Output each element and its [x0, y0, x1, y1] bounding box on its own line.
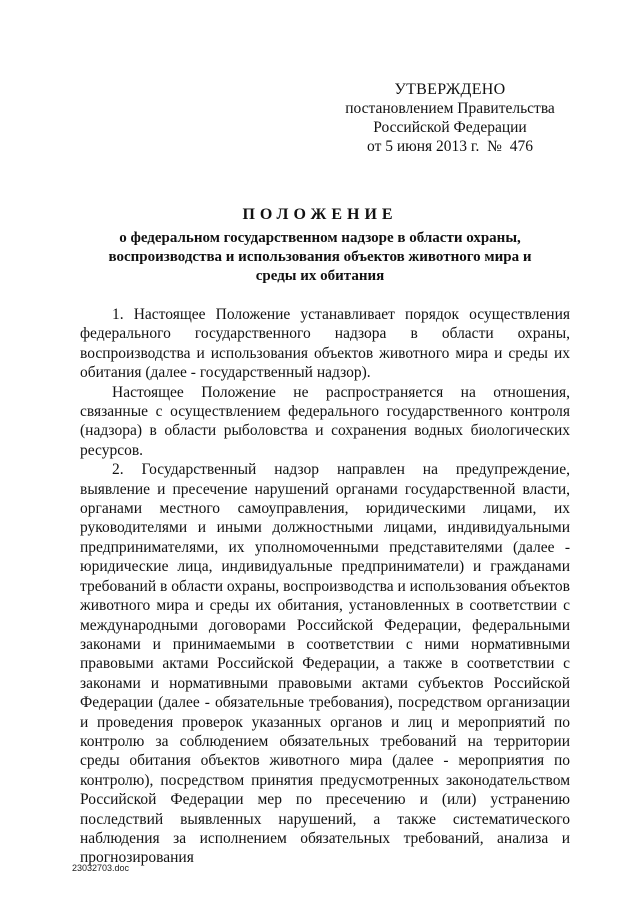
document-body	[80, 305, 570, 868]
footer-filename: 23032703.doc	[72, 863, 130, 873]
approval-line-1: постановлением Правительства	[345, 100, 555, 117]
subtitle-line-3: среды их обитания	[255, 268, 385, 284]
approval-block	[330, 80, 570, 156]
approval-line-2: Российской Федерации	[373, 119, 527, 136]
paragraph-2: Настоящее Положение не распространяется на отношения, связанные с осуществлением федерального государственного контроля (надзора) в области рыболовства и сохранения водных биологических ресурсов.	[80, 383, 570, 459]
approval-stamp: УТВЕРЖДЕНО	[394, 81, 506, 98]
approval-line-3: от 5 июня 2013 г. № 476	[367, 138, 533, 155]
document-subtitle	[70, 229, 570, 286]
document-title: ПОЛОЖЕНИЕ	[242, 206, 398, 223]
paragraph-3: 2. Государственный надзор направлен на предупреждение, выявление и пресечение нарушений органами государственной власти, органами местного самоуправления, юридическими лицами, их руководителями и иными должностными лицами, индивидуальными предпринимателями, их уполномоченными представителями (далее - юридические лица, индивидуальные предприниматели) и гражданами требований в области охраны, воспроизводства и использования объектов животного мира и среды их обитания, установленных в соответствии с международными договорами Российской Федерации, федеральными законами и принимаемыми в соответствии с ними нормативными правовыми актами Российской Федерации, а также в соответствии с законами и нормативными правовыми актами субъектов Российской Федерации (далее - обязательные требования), посредством организации и проведения проверок указанных органов и лиц и мероприятий по контролю за соблюдением обязательных требований на территории среды обитания объектов животного мира (далее - мероприятия по контролю), посредством принятия предусмотренных законодательством Российской Федерации мер по пресечению и (или) устранению последствий выявленных нарушений, а также систематического наблюдения за исполнением обязательных требований, анализа и прогнозирования	[80, 461, 570, 867]
paragraph-1: 1. Настоящее Положение устанавливает порядок осуществления федерального государственного надзора в области охраны, воспроизводства и использования объектов животного мира и среды их обитания (далее - государственный надзор).	[80, 306, 570, 382]
subtitle-line-1: о федеральном государственном надзоре в области охраны,	[119, 230, 521, 246]
subtitle-line-2: воспроизводства и использования объектов животного мира и	[108, 249, 532, 265]
